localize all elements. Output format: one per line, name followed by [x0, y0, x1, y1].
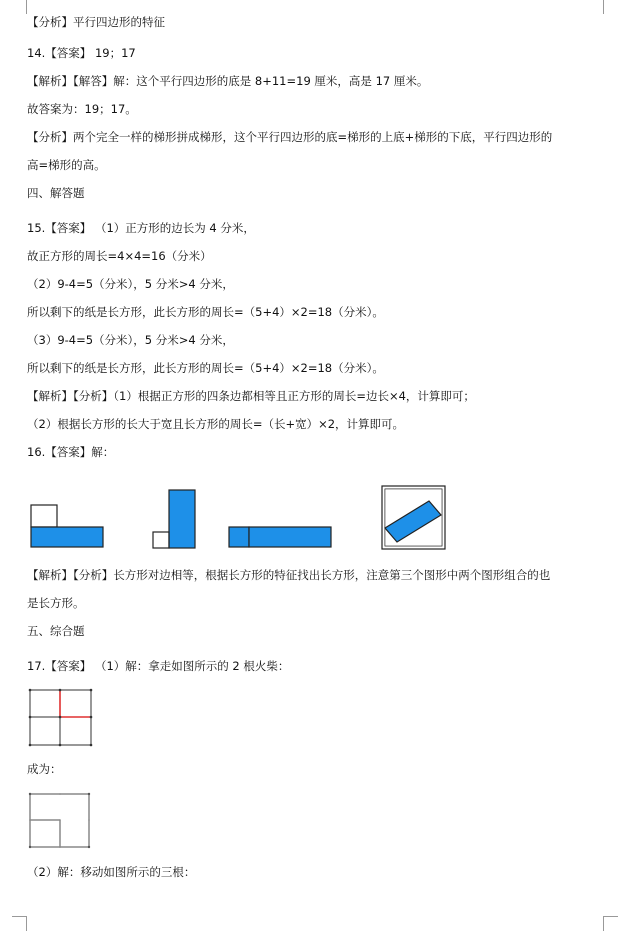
answer-17: 17.【答案】 （1）解：拿走如图所示的 2 根火柴：: [27, 659, 290, 673]
figure-16-2: [152, 488, 198, 550]
answer-15: 15.【答案】 （1）正方形的边长为 4 分米，: [27, 221, 255, 235]
text-line: 成为：: [27, 762, 62, 776]
text-line: 【分析】两个完全一样的梯形拼成梯形，这个平行四边形的底=梯形的上底+梯形的下底，平行四边形的: [27, 130, 553, 144]
matchstick-grid-after: [27, 791, 95, 851]
matchstick-grid-before: [27, 687, 97, 749]
text-line: 是长方形。: [27, 596, 85, 610]
answer-16: 16.【答案】解：: [27, 445, 115, 459]
answer-14: 14.【答案】 19；17: [27, 46, 136, 60]
section-heading: 四、解答题: [27, 186, 85, 200]
page-corner-mark: [603, 916, 618, 931]
text-line: 【分析】平行四边形的特征: [27, 15, 165, 29]
figure-16-3: [228, 525, 334, 549]
text-line: 故正方形的周长=4×4=16（分米）: [27, 249, 212, 263]
figure-16-1: [30, 503, 106, 549]
page-corner-mark: [12, 0, 27, 14]
text-line: 所以剩下的纸是长方形，此长方形的周长=（5+4）×2=18（分米）。: [27, 361, 384, 375]
text-line: 【解析】【分析】（1）根据正方形的四条边都相等且正方形的周长=边长×4，计算即可；: [27, 389, 475, 403]
text-line: 所以剩下的纸是长方形，此长方形的周长=（5+4）×2=18（分米）。: [27, 305, 384, 319]
page-corner-mark: [12, 916, 27, 931]
text-line: （3）9-4=5（分米），5 分米>4 分米，: [27, 333, 234, 347]
text-line: 故答案为：19；17。: [27, 102, 137, 116]
text-line: （2）根据长方形的长大于宽且长方形的周长=（长+宽）×2，计算即可。: [27, 417, 405, 431]
figure-16-4: [381, 485, 447, 551]
text-line: （2）9-4=5（分米），5 分米>4 分米，: [27, 277, 234, 291]
section-heading: 五、综合题: [27, 624, 85, 638]
text-line: （2）解：移动如图所示的三根：: [27, 865, 196, 879]
text-line: 高=梯形的高。: [27, 158, 106, 172]
text-line: 【解析】【分析】长方形对边相等，根据长方形的特征找出长方形，注意第三个图形中两个图形组合的也: [27, 568, 551, 582]
page-corner-mark: [603, 0, 618, 14]
text-line: 【解析】【解答】解：这个平行四边形的底是 8+11=19 厘米，高是 17 厘米。: [27, 74, 429, 88]
